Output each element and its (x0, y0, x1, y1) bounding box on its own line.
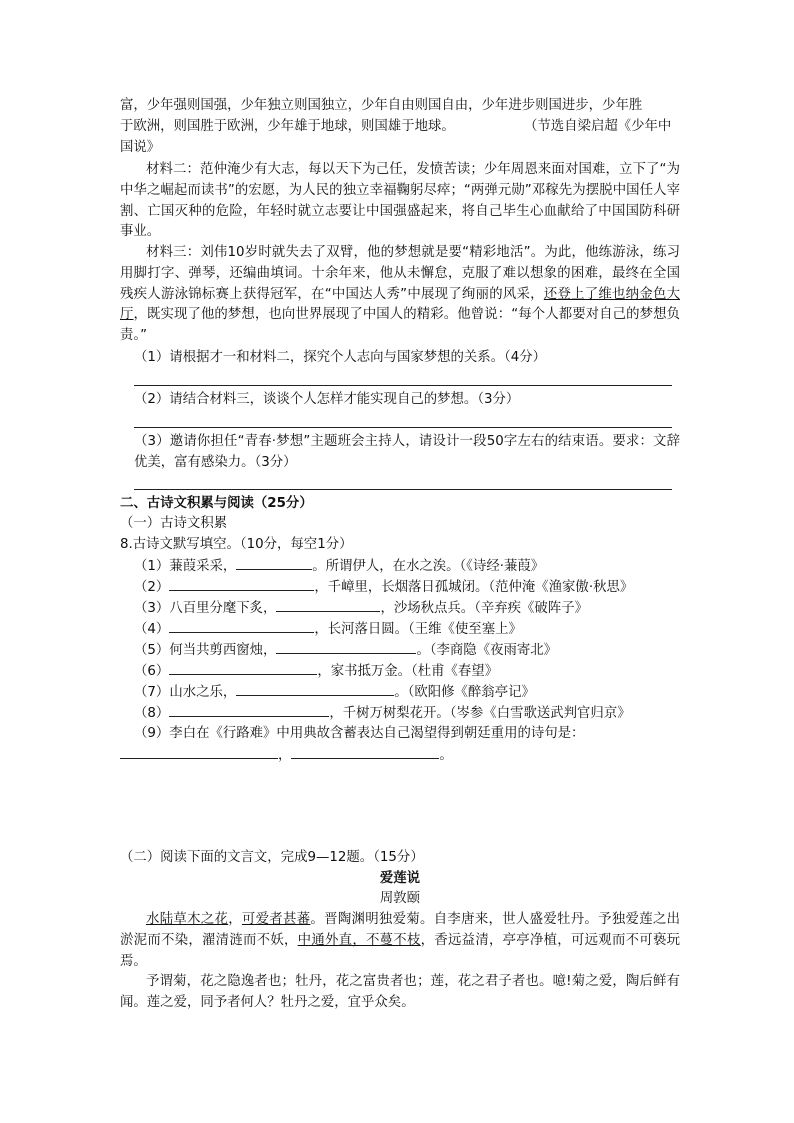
fill-item-3: （3）八百里分麾下炙， ，沙场秋点兵。（辛弃疾《破阵子》 (134, 598, 588, 619)
fill-item-5: （5）何当共剪西窗烛， 。（李商隐《夜雨寄北》 (134, 640, 557, 661)
answer-line-3[interactable] (134, 489, 672, 490)
fill-item-6: （6） ，家书抵万金。（杜甫《春望》 (134, 661, 498, 682)
blank-1[interactable] (236, 556, 312, 570)
section-2-title: 二、古诗文积累与阅读（25分） (120, 496, 313, 511)
material-3-underlined: 还登上了维也纳金色大厅 (120, 286, 681, 323)
fill-item-7: （7）山水之乐， 。（欧阳修《醉翁亭记》 (134, 682, 535, 703)
intro-source: （节选自梁启超《少年中 (524, 119, 672, 134)
answer-line-1[interactable] (134, 385, 672, 386)
fill-item-9: （9）李白在《行路难》中用典故含蓄表达自己渴望得到朝廷重用的诗句是： (134, 726, 585, 741)
blank-9a[interactable] (120, 745, 278, 759)
blank-2[interactable] (169, 577, 314, 591)
fill-item-1: （1）蒹葭采采， 。所谓伊人，在水之涘。（《诗经·蒹葭》 (134, 556, 544, 577)
blank-8[interactable] (169, 703, 329, 717)
question-8-title: 8.古诗文默写填空。（10分，每空1分） (120, 537, 353, 552)
blank-5[interactable] (276, 640, 416, 654)
blank-4[interactable] (169, 619, 314, 633)
passage-title: 爱莲说 (379, 871, 421, 886)
question-2: （2）请结合材料三，谈谈个人怎样才能实现自己的梦想。（3分） (134, 392, 520, 407)
intro-line-2: 于欧洲，则国胜于欧洲，少年雄于地球，则国雄于地球。 (120, 119, 455, 134)
question-3: （3）邀请你担任“青春·梦想”主题班会主持人，请设计一段50字左右的结束语。要求：文辞优美，富有感染力。（3分） (134, 434, 680, 470)
fill-item-4: （4） ，长河落日圆。（王维《使至塞上》 (134, 619, 522, 640)
material-3 (120, 243, 680, 347)
subsection-1-title: （一）古诗文积累 (120, 516, 228, 531)
blank-7[interactable] (236, 682, 394, 696)
reading-instruction: （二）阅读下面的文言文，完成9—12题。（15分） (120, 850, 424, 865)
material-2: 材料二：范仲淹少有大志，每以天下为己任，发愤苦读；少年周恩来面对国难，立下了“为中华之崛起而读书”的宏愿，为人民的独立幸福鞠躬尽瘁；“两弹元勋”邓稼先为摆脱中国任人宰割、亡国灭种的危险，年轻时就立志要让中国强盛起来，将自己毕生心血献给了中国国防科研事业。 (120, 162, 680, 240)
passage-paragraph-2: 予谓菊，花之隐逸者也；牡丹，花之富贵者也；莲，花之君子者也。噫!菊之爱，陶后鲜有闻。莲之爱，同予者何人？牡丹之爱，宜乎众矣。 (120, 974, 680, 1010)
passage-author: 周敦颐 (379, 891, 421, 906)
intro-line-1: 富，少年强则国强，少年独立则国独立，少年自由则国自由，少年进步则国进步，少年胜 (120, 98, 643, 113)
answer-line-2[interactable] (134, 427, 672, 428)
fill-item-8: （8） ，千树万树梨花开。（岑参《白雪歌送武判官归京》 (134, 703, 631, 724)
fill-item-9-answer: ， 。 (120, 745, 453, 766)
blank-3[interactable] (276, 598, 380, 612)
blank-6[interactable] (169, 661, 317, 675)
question-1: （1）请根据才一和材料二，探究个人志向与国家梦想的关系。（4分） (134, 350, 547, 365)
intro-source-end: 国说》 (120, 140, 161, 155)
blank-9b[interactable] (291, 745, 439, 759)
fill-item-2: （2） ，千嶂里，长烟落日孤城闭。（范仲淹《渔家傲·秋思》 (134, 577, 633, 598)
passage-paragraph-1: 水陆草木之花，可爱者甚蕃。晋陶渊明独爱菊。自李唐来，世人盛爱牡丹。予独爱莲之出淤泥而不染，濯清涟而不妖，中通外直，不蔓不枝，香远益清，亭亭净植，可远观而不可亵玩焉。 (120, 912, 681, 969)
material-3-text-end: ，既实现了他的梦想，也向世界展现了中国人的精彩。他曾说：“每个人都要对自己的梦想负责。” (120, 307, 681, 344)
material-3-text: 材料三：刘伟10岁时就失去了双臂，他的梦想就是要“精彩地活”。为此，他练游泳，练习用脚打字、弹琴，还编曲填词。十余年来，他从未懈怠，克服了难以想象的困难，最终在全国残疾人游泳锦标赛上获得冠军，在“中国达人秀”中展现了绚丽的风采， (120, 245, 680, 302)
